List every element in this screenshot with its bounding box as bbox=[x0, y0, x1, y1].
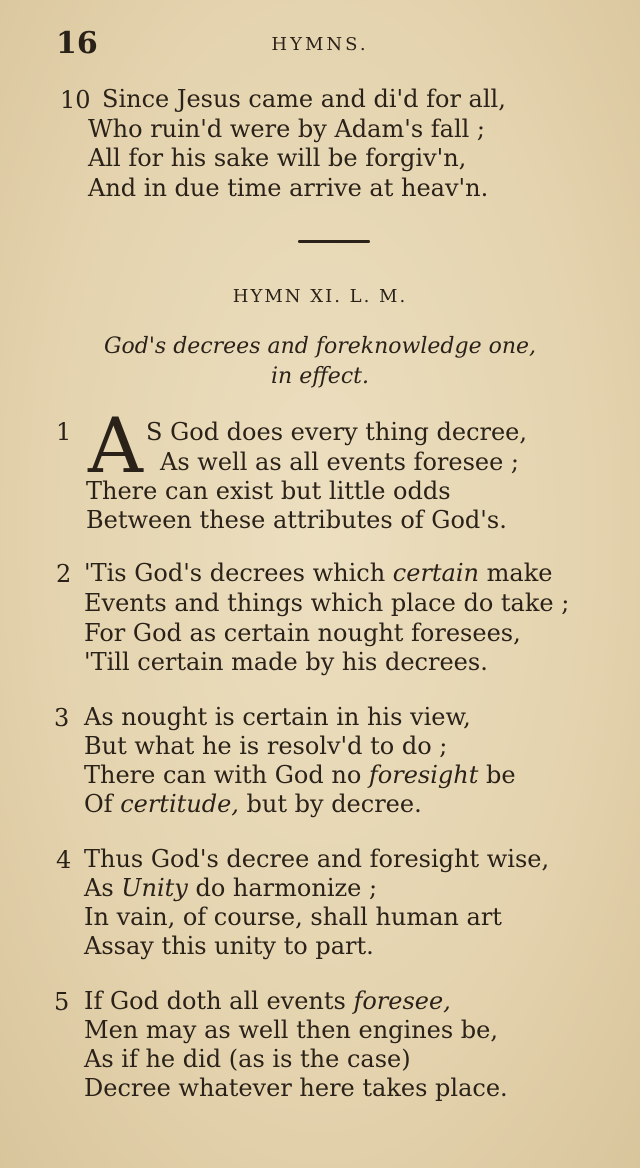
verse-number: 3 bbox=[54, 704, 70, 732]
verse-line: In vain, of course, shall human art bbox=[84, 903, 502, 931]
verse-line: Events and things which place do take ; bbox=[84, 589, 570, 617]
verse-line: Since Jesus came and di'd for all, bbox=[102, 85, 506, 113]
verse-number: 10 bbox=[60, 86, 91, 114]
verse-line: Who ruin'd were by Adam's fall ; bbox=[88, 115, 486, 143]
verse-number: 2 bbox=[56, 560, 72, 588]
drop-cap: A bbox=[88, 401, 143, 490]
verse-line: As well as all events foresee ; bbox=[160, 448, 520, 476]
verse-line: Assay this unity to part. bbox=[84, 932, 374, 960]
running-title: HYMNS. bbox=[271, 34, 369, 55]
hymn-title: HYMN XI. L. M. bbox=[232, 286, 408, 307]
verse-line: Thus God's decree and foresight wise, bbox=[84, 845, 550, 873]
verse-line: There can exist but little odds bbox=[86, 477, 451, 505]
verse-line: As nought is certain in his view, bbox=[84, 703, 471, 731]
verse-line: All for his sake will be forgiv'n, bbox=[88, 144, 467, 172]
page-number: 16 bbox=[56, 26, 98, 61]
verse-line: As if he did (as is the case) bbox=[84, 1045, 411, 1073]
hymn-subtitle: God's decrees and foreknowledge one, bbox=[103, 334, 537, 359]
verse-number: 1 bbox=[56, 418, 72, 446]
verse-line: 'Tis God's decrees which certain make bbox=[84, 559, 553, 587]
verse-line: S God does every thing decree, bbox=[146, 418, 528, 446]
verse-line: But what he is resolv'd to do ; bbox=[84, 732, 448, 760]
verse-line: 'Till certain made by his decrees. bbox=[84, 648, 488, 676]
verse-number: 4 bbox=[56, 846, 72, 874]
verse-line: For God as certain nought foresees, bbox=[84, 619, 521, 647]
verse-line: Men may as well then engines be, bbox=[84, 1016, 498, 1044]
verse-line: Decree whatever here takes place. bbox=[84, 1074, 508, 1102]
hymn-subtitle-cont: in effect. bbox=[271, 364, 369, 389]
verse-line: There can with God no foresight be bbox=[84, 761, 516, 789]
verse-line: Of certitude, but by decree. bbox=[84, 790, 422, 818]
ornamental-rule bbox=[298, 240, 370, 243]
verse-line: As Unity do harmonize ; bbox=[84, 874, 378, 902]
verse-line: If God doth all events foresee, bbox=[84, 987, 451, 1015]
verse-line: And in due time arrive at heav'n. bbox=[88, 174, 489, 202]
verse-number: 5 bbox=[54, 988, 70, 1016]
verse-line: Between these attributes of God's. bbox=[86, 506, 507, 534]
